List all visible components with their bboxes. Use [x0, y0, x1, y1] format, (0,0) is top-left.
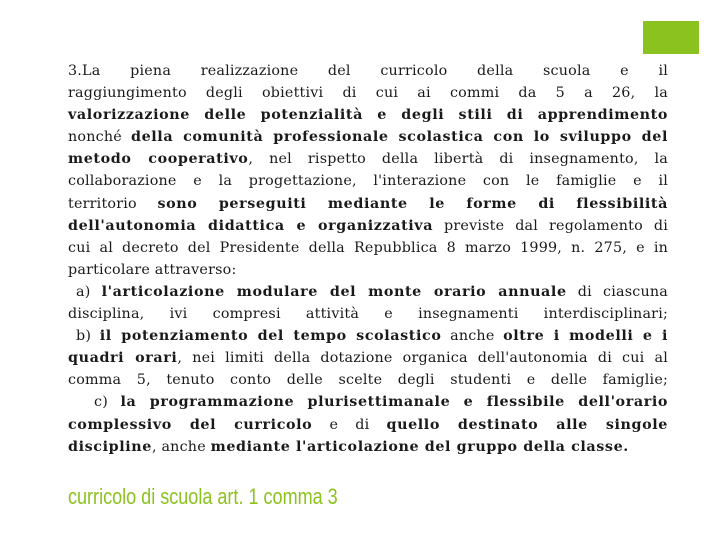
- text-line: [68, 281, 668, 303]
- text-run: disciplina, ivi compresi attività e insegnamenti interdisciplinari;: [68, 306, 668, 323]
- text-line: [68, 391, 668, 413]
- text-run: , nel rispetto della libertà di insegnamento, la: [248, 151, 669, 168]
- bold-phrase: discipline: [68, 438, 152, 455]
- text-run: a): [76, 283, 102, 300]
- text-line: [68, 148, 668, 170]
- text-line: [68, 325, 668, 347]
- text-run: 3.La piena realizzazione del curricolo della scuola e il: [68, 63, 668, 79]
- bold-phrase: l'articolazione modulare del monte orario annuale: [101, 283, 567, 300]
- text-line: [68, 104, 668, 126]
- text-line: [68, 369, 668, 391]
- article-text: [68, 60, 668, 458]
- text-line: [68, 414, 668, 436]
- text-line: [68, 303, 668, 325]
- bold-phrase: quadri orari: [68, 350, 178, 367]
- text-run: , anche: [151, 438, 211, 455]
- bold-phrase: complessivo del curricolo: [68, 416, 313, 433]
- text-run: collaborazione e la progettazione, l'interazione con le famiglie e il: [68, 173, 668, 190]
- bold-phrase: la programmazione plurisettimanale e flessibile dell'orario: [120, 394, 668, 411]
- text-line: [68, 193, 668, 215]
- footer-caption: curricolo di scuola art. 1 comma 3: [68, 484, 338, 509]
- text-run: territorio: [68, 195, 158, 212]
- text-line: [68, 60, 668, 82]
- bold-phrase: sono perseguiti mediante le forme di flessibilità: [157, 195, 668, 212]
- text-line: [68, 126, 668, 148]
- bold-phrase: dell'autonomia didattica e organizzativa: [68, 217, 434, 234]
- bold-phrase: il potenziamento del tempo scolastico: [99, 328, 442, 345]
- bold-phrase: quello destinato alle singole: [386, 416, 668, 433]
- text-run: cui al decreto del Presidente della Repubblica 8 marzo 1999, n. 275, e in: [68, 239, 668, 256]
- text-run: anche: [441, 328, 504, 345]
- text-run: comma 5, tenuto conto delle scelte degli studenti e delle famiglie;: [68, 372, 668, 389]
- text-run: nonché: [68, 129, 131, 146]
- text-run: e di: [312, 416, 387, 433]
- text-line: [68, 170, 668, 192]
- text-run: previste dal regolamento di: [433, 217, 669, 234]
- text-line: [68, 347, 668, 369]
- text-line: [68, 215, 668, 237]
- text-line: [68, 436, 668, 458]
- text-line: [68, 237, 668, 259]
- text-run: particolare attraverso:: [68, 261, 237, 278]
- text-run: , nei limiti della dotazione organica dell'autonomia di cui al: [177, 350, 668, 367]
- text-line: [68, 259, 668, 281]
- text-run: c): [94, 394, 121, 411]
- bold-phrase: mediante l'articolazione del gruppo della classe.: [210, 438, 629, 455]
- accent-block: [643, 21, 699, 54]
- bold-phrase: oltre i modelli e i: [503, 328, 668, 345]
- text-run: di ciascuna: [566, 283, 668, 300]
- text-run: b): [76, 328, 100, 345]
- bold-phrase: metodo cooperativo: [68, 151, 249, 168]
- text-line: [68, 82, 668, 104]
- bold-phrase: della comunità professionale scolastica con lo sviluppo del: [130, 129, 668, 146]
- bold-phrase: valorizzazione delle potenzialità e degli stili di apprendimento: [68, 107, 668, 124]
- text-run: raggiungimento degli obiettivi di cui ai commi da 5 a 26, la: [68, 85, 668, 102]
